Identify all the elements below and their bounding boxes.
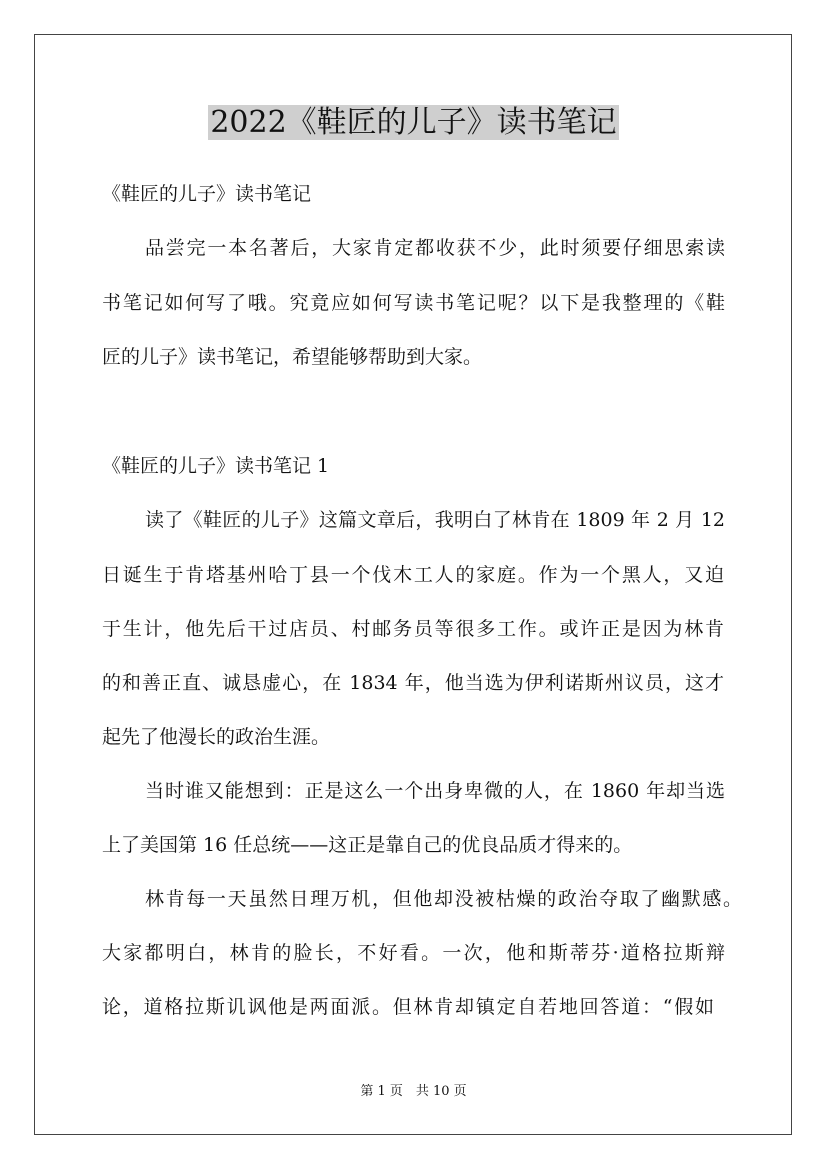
- body-line: 当时谁又能想到：正是这么一个出身卑微的人，在 1860 年却当选: [145, 780, 725, 802]
- body-line: 的和善正直、诚恳虚心，在 1834 年，他当选为伊利诺斯州议员，这才: [102, 672, 724, 694]
- body-line: 于生计，他先后干过店员、村邮务员等很多工作。或许正是因为林肯: [102, 618, 724, 640]
- body-line: 读了《鞋匠的儿子》这篇文章后，我明白了林肯在 1809 年 2 月 12: [145, 509, 725, 531]
- document-title: [0, 103, 827, 143]
- body-line: 大家都明白，林肯的脸长，不好看。一次，他和斯蒂芬·道格拉斯辩: [102, 942, 725, 964]
- body-line: 论，道格拉斯讥讽他是两面派。但林肯却镇定自若地回答道：“假如: [102, 996, 714, 1018]
- body-line: 上了美国第 16 任总统——这正是靠自己的优良品质才得来的。: [102, 834, 633, 856]
- intro-line: 品尝完一本名著后，大家肯定都收获不少，此时须要仔细思索读: [145, 237, 725, 259]
- page-number-footer: 第 1 页 共 10 页: [360, 1084, 467, 1099]
- intro-line: 书笔记如何写了哦。究竟应如何写读书笔记呢？以下是我整理的《鞋: [102, 292, 725, 314]
- section-heading: 《鞋匠的儿子》读书笔记 1: [102, 455, 330, 477]
- body-line: 林肯每一天虽然日理万机，但他却没被枯燥的政治夺取了幽默感。: [145, 888, 742, 910]
- body-line: 起先了他漫长的政治生涯。: [102, 726, 331, 748]
- document-title-text: 2022《鞋匠的儿子》读书笔记: [210, 105, 617, 140]
- body-line: 日诞生于肯塔基州哈丁县一个伐木工人的家庭。作为一个黑人，又迫: [102, 564, 724, 586]
- intro-line: 匠的儿子》读书笔记，希望能够帮助到大家。: [102, 346, 483, 368]
- document-subtitle: 《鞋匠的儿子》读书笔记: [102, 183, 312, 205]
